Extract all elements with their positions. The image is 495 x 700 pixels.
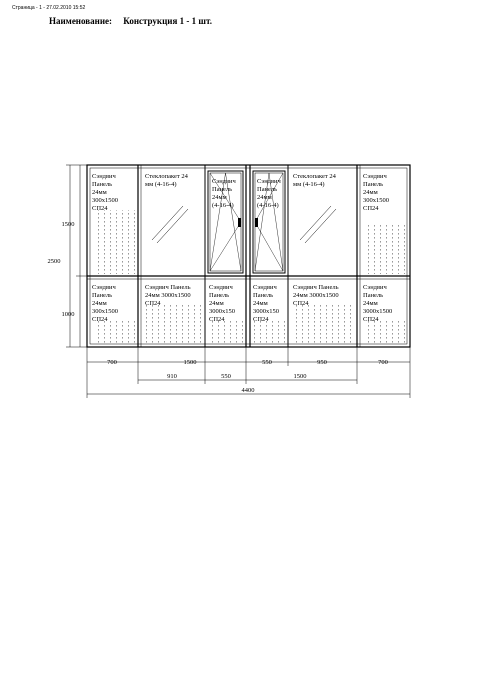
- panel-label-top-sash-right: Сэндвич Панель 24мм (4-16-4): [257, 178, 281, 209]
- glass-mark-left-1: [152, 206, 183, 240]
- panel-label-bot-mid-right: Сэндвич Панель 24мм 3000х1500 СП24: [293, 284, 339, 307]
- panel-dot-fills: [93, 210, 405, 344]
- dim-h-top: 1500: [61, 221, 75, 228]
- panel-label-top-sash-left: Сэндвич Панель 24мм (4-16-4): [212, 178, 236, 209]
- page-header: Страница - 1 - 27.02.2010 15:52: [12, 5, 86, 11]
- panel-label-bot-mid-left: Сэндвич Панель 24мм 3000х1500 СП24: [145, 284, 191, 307]
- handle-left: [238, 218, 241, 227]
- dim-h-total: 2500: [47, 258, 61, 265]
- dim-w1-3: 950: [317, 359, 327, 366]
- title-label: Наименование:: [49, 16, 112, 26]
- dim-w2-1: 550: [221, 373, 231, 380]
- dim-w-total: 4400: [241, 387, 255, 394]
- panel-labels: [92, 173, 392, 323]
- handle-right: [255, 218, 258, 227]
- dim-w2-2: 1500: [293, 373, 307, 380]
- dim-w1-0: 700: [107, 359, 117, 366]
- panel-label-top-left: Сэндвич Панель 24мм 300х1500 СП24: [92, 173, 118, 212]
- dim-h-bottom: 1000: [61, 311, 75, 318]
- glass-mark-right-1: [300, 206, 331, 240]
- dim-w1-2: 550: [262, 359, 272, 366]
- dim-w1-4: 700: [378, 359, 388, 366]
- panel-label-bot-right: Сэндвич Панель 24мм 3000х1500 СП24: [363, 284, 393, 323]
- dim-w2-0: 910: [167, 373, 177, 380]
- panel-label-bot-sash-right: Сэндвич Панель 24мм 3000х150 СП24: [253, 284, 279, 323]
- panel-label-bot-sash-left: Сэндвич Панель 24мм 3000х150 СП24: [209, 284, 235, 323]
- panel-label-top-right: Сэндвич Панель 24мм 300х1500 СП24: [363, 173, 389, 212]
- panel-label-top-glass-left: Стеклопакет 24 мм (4-16-4): [145, 173, 188, 188]
- panel-label-top-glass-right: Стеклопакет 24 мм (4-16-4): [293, 173, 336, 188]
- frame-group: [87, 165, 410, 347]
- dim-w1-1: 1500: [183, 359, 197, 366]
- outer-frame: [87, 165, 410, 347]
- panel-label-bot-left: Сэндвич Панель 24мм 300х1500 СП24: [92, 284, 118, 323]
- title-value: Конструкция 1 - 1 шт.: [123, 16, 212, 26]
